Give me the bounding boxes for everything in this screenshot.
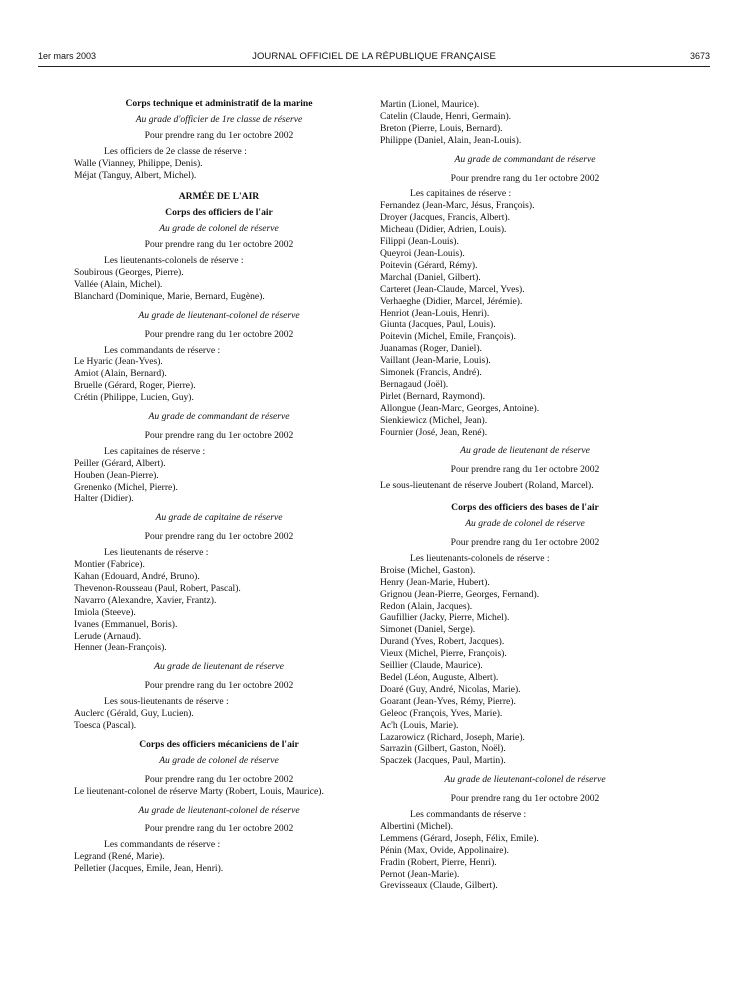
grade-heading: Au grade de capitaine de réserve [155,512,283,524]
list-item: Pelletier (Jacques, Emile, Jean, Henri). [74,863,224,875]
rank-date: Pour prendre rang du 1er octobre 2002 [144,823,294,835]
appointment-text: Le sous-lieutenant de réserve Joubert (Roland, Marcel). [380,480,594,492]
rank-date: Pour prendre rang du 1er octobre 2002 [450,464,600,476]
list-item: Lemmens (Gérard, Joseph, Félix, Emile). [380,832,539,844]
list-item: Lerude (Arnaud). [74,630,142,642]
list-intro: Les lieutenants-colonels de réserve : [104,255,244,267]
list-item: Giunta (Jacques, Paul, Louis). [380,319,496,331]
grade-heading: Au grade de lieutenant-colonel de réserve [138,804,300,816]
list-item: Spaczek (Jacques, Paul, Martin). [380,755,506,767]
grade-heading: Au grade de lieutenant de réserve [154,661,284,673]
grade-heading: Au grade de commandant de réserve [454,153,596,165]
name-list [380,565,670,767]
rank-date: Pour prendre rang du 1er octobre 2002 [144,773,294,785]
list-item: Marchal (Daniel, Gilbert). [380,271,481,283]
list-item: Bedel (Léon, Auguste, Albert). [380,671,499,683]
grade-heading: Au grade d'officier de 1re classe de réserve [135,113,303,125]
list-item: Verhaeghe (Didier, Marcel, Jérémie). [380,295,523,307]
left-column [74,98,364,875]
page-number: 3673 [689,51,710,61]
list-item: Imiola (Steeve). [74,606,136,618]
list-item: Pénin (Max, Ovide, Appolinaire). [380,844,509,856]
grade-heading: Au grade de lieutenant de réserve [460,445,590,457]
rank-date: Pour prendre rang du 1er octobre 2002 [450,172,600,184]
rank-date: Pour prendre rang du 1er octobre 2002 [144,328,294,340]
list-item: Vieux (Michel, Pierre, François). [380,648,507,660]
list-item: Redon (Alain, Jacques). [380,600,473,612]
grade-heading: Au grade de colonel de réserve [159,223,279,235]
list-intro: Les commandants de réserve : [104,839,221,851]
list-intro: Les lieutenants-colonels de réserve : [410,552,550,564]
list-item: Doaré (Guy, André, Nicolas, Marie). [380,683,521,695]
name-list [74,158,364,182]
rank-date: Pour prendre rang du 1er octobre 2002 [144,129,294,141]
list-intro: Les officiers de 2e classe de réserve : [104,145,247,157]
list-item: Poitevin (Gérard, Rémy). [380,259,478,271]
list-item: Ivanes (Emmanuel, Boris). [74,618,178,630]
list-item: Auclerc (Gérald, Guy, Lucien). [74,708,194,720]
list-item: Halter (Didier). [74,493,134,505]
list-item: Catelin (Claude, Henri, Germain). [380,110,512,122]
list-item: Houben (Jean-Pierre). [74,469,159,481]
section-title: Corps technique et administratif de la marine [125,98,313,109]
list-item: Bernagaud (Joël). [380,378,449,390]
list-item: Pernot (Jean-Marie). [380,868,460,880]
rank-date: Pour prendre rang du 1er octobre 2002 [144,239,294,251]
name-list [380,99,670,147]
list-item: Méjat (Tanguy, Albert, Michel). [74,169,197,181]
list-item: Queyroi (Jean-Louis). [380,247,465,259]
list-item: Albertini (Michel). [380,820,453,832]
list-item: Fradin (Robert, Pierre, Henri). [380,856,497,868]
list-item: Vaillant (Jean-Marie, Louis). [380,355,491,367]
list-item: Carteret (Jean-Claude, Marcel, Yves). [380,283,525,295]
list-item: Legrand (René, Marie). [74,851,165,863]
list-intro: Les capitaines de réserve : [104,445,206,457]
list-item: Henry (Jean-Marie, Hubert). [380,576,490,588]
page-header [38,51,710,65]
list-item: Allongue (Jean-Marc, Georges, Antoine). [380,402,540,414]
list-item: Montier (Fabrice). [74,559,145,571]
grade-heading: Au grade de colonel de réserve [465,518,585,530]
grade-heading: Au grade de commandant de réserve [148,411,290,423]
grade-heading: Au grade de lieutenant-colonel de réserve [138,309,300,321]
list-intro: Les commandants de réserve : [410,809,527,821]
list-item: Thevenon-Rousseau (Paul, Robert, Pascal). [74,582,241,594]
rank-date: Pour prendre rang du 1er octobre 2002 [144,531,294,543]
list-item: Blanchard (Dominique, Marie, Bernard, Eugène). [74,290,265,302]
list-item: Broise (Michel, Gaston). [380,564,476,576]
list-item: Droyer (Jacques, Francis, Albert). [380,212,511,224]
rank-date: Pour prendre rang du 1er octobre 2002 [450,537,600,548]
right-column [380,99,670,892]
header-title: JOURNAL OFFICIEL DE LA RÉPUBLIQUE FRANÇAISE [252,51,496,62]
header-rule [38,66,710,67]
list-intro: Les commandants de réserve : [104,344,221,356]
list-item: Henner (Jean-François). [74,642,167,654]
list-item: Grenenko (Michel, Pierre). [74,481,178,493]
list-item: Durand (Yves, Robert, Jacques). [380,636,505,648]
name-list [74,458,364,506]
list-intro: Les lieutenants de réserve : [104,547,209,559]
list-item: Martin (Lionel, Maurice). [380,99,480,110]
section-title: Corps des officiers de l'air [165,207,273,219]
list-item: Le Hyaric (Jean-Yves). [74,356,163,368]
list-item: Amiot (Alain, Bernard). [74,368,167,380]
list-item: Gaufillier (Jacky, Pierre, Michel). [380,612,510,624]
list-item: Simonek (Francis, André). [380,367,482,379]
list-intro: Les capitaines de réserve : [410,188,512,200]
name-list [380,200,670,438]
list-item: Breton (Pierre, Louis, Bernard). [380,122,503,134]
list-item: Lazarowicz (Richard, Joseph, Marie). [380,731,525,743]
list-item: Sarrazin (Gilbert, Gaston, Noël). [380,743,506,755]
list-item: Henriot (Jean-Louis, Henri). [380,307,490,319]
list-item: Pirlet (Bernard, Raymond). [380,390,485,402]
list-item: Fernandez (Jean-Marc, Jésus, François). [380,200,535,212]
list-item: Peiller (Gérard, Albert). [74,457,166,469]
list-item: Bruelle (Gérard, Roger, Pierre). [74,380,196,392]
list-item: Seillier (Claude, Maurice). [380,660,483,672]
rank-date: Pour prendre rang du 1er octobre 2002 [144,429,294,441]
list-item: Grevisseaux (Claude, Gilbert). [380,880,498,892]
list-item: Vallée (Alain, Michel). [74,278,163,290]
grade-heading: Au grade de lieutenant-colonel de réserve [444,774,606,786]
list-item: Soubirous (Georges, Pierre). [74,266,184,278]
section-title: Corps des officiers des bases de l'air [451,502,599,514]
list-item: Poitevin (Michel, Emile, François). [380,331,516,343]
list-item: Grignou (Jean-Pierre, Georges, Fernand). [380,588,540,600]
name-list [74,708,364,732]
list-item: Goarant (Jean-Yves, Rémy, Pierre). [380,695,516,707]
name-list [74,267,364,303]
list-item: Crétin (Philippe, Lucien, Guy). [74,392,194,404]
list-item: Toesca (Pascal). [74,719,137,731]
army-heading: ARMÉE DE L'AIR [178,191,260,203]
grade-heading: Au grade de colonel de réserve [159,754,279,766]
name-list [380,821,670,892]
list-item: Geleoc (François, Yves, Marie). [380,707,503,719]
list-item: Fournier (José, Jean, René). [380,426,488,438]
list-item: Simonet (Daniel, Serge). [380,624,476,636]
list-item: Navarro (Alexandre, Xavier, Frantz). [74,594,217,606]
name-list [74,851,364,875]
header-date: 1er mars 2003 [38,51,97,61]
list-item: Ac'h (Louis, Marie). [380,719,459,731]
list-item: Sienkiewicz (Michel, Jean). [380,414,488,426]
rank-date: Pour prendre rang du 1er octobre 2002 [144,680,294,692]
rank-date: Pour prendre rang du 1er octobre 2002 [450,793,600,805]
list-item: Walle (Vianney, Philippe, Denis). [74,157,203,169]
name-list [74,559,364,654]
appointment-text: Le lieutenant-colonel de réserve Marty (Robert, Louis, Maurice). [74,785,324,797]
name-list [74,356,364,404]
list-item: Philippe (Daniel, Alain, Jean-Louis). [380,134,522,146]
list-item: Micheau (Didier, Adrien, Louis). [380,224,507,236]
section-title: Corps des officiers mécaniciens de l'air [139,738,299,750]
list-item: Kahan (Edouard, André, Bruno). [74,571,200,582]
list-intro: Les sous-lieutenants de réserve : [104,696,229,708]
list-item: Juanamas (Roger, Daniel). [380,343,482,355]
list-item: Filippi (Jean-Louis). [380,236,459,248]
